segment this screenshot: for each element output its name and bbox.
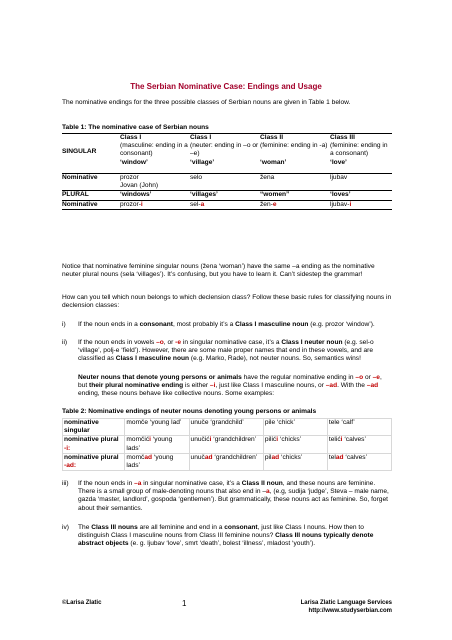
intro-paragraph: The nominative endings for the three possible classes of Serbian nouns are given in Table 1 below. — [62, 99, 351, 106]
t2-nom-pl-i-label: nominative plural -i: — [63, 436, 125, 453]
word-zena: žena — [260, 173, 275, 181]
gloss-window: ‘window’ — [120, 158, 148, 166]
gloss-women: “women” — [260, 191, 290, 199]
word-jovan: Jovan (John) — [120, 182, 159, 190]
class1n-head: Class I — [190, 134, 212, 141]
class1-sub: (masculine: ending in a consonant) — [120, 142, 188, 158]
t2-pilici: pilići ‘chicks’ — [263, 436, 327, 453]
neuter-young-paragraph: Neuter nouns that denote young persons or animals have the regular nominative ending in –o or –e, but their plural nominative ending is either –i, just like Class I masculine nouns, or –ad. With the –ad ending, these nouns behave like collective nouns. Some examples: — [78, 374, 382, 398]
t2-nom-pl-ad-label: nominative plural -ad: — [63, 453, 125, 470]
gloss-woman: ‘woman’ — [260, 158, 287, 166]
gloss-village: ‘village’ — [190, 158, 215, 166]
how-paragraph: How can you tell which noun belongs to which declension class? Follow these basic rules for classifying nouns in declension classes: — [62, 294, 392, 310]
nominative-table — [62, 133, 392, 210]
plural-label: PLURAL — [62, 191, 89, 199]
page-title: The Serbian Nominative Case: Endings and Usage — [130, 82, 322, 91]
t2-nom-sing-label: nominative singular — [63, 419, 125, 436]
class2-sub: (feminine: ending in -a) — [260, 142, 328, 150]
notice-paragraph: Notice that nominative feminine singular nouns (žena ‘woman’) have the same –a ending as the nominative neuter plural nouns (sela ‘villages’). It’s confusing, but you have to learn it. Can’t sidestep the grammar! — [62, 263, 375, 279]
gloss-loves: ‘loves’ — [330, 191, 351, 199]
footer-company: Larisa Zlatic Language Services http://www.studyserbian.com — [300, 600, 392, 614]
neuter-young-table — [62, 418, 392, 471]
word-prozori: prozor-i — [120, 200, 143, 208]
class1n-sub: (neuter: ending in –o or –e) — [190, 142, 259, 158]
word-zene: žen-e — [260, 200, 277, 208]
gloss-love: ‘love’ — [330, 158, 347, 166]
word-ljubavi: ljubav-i — [330, 200, 352, 208]
class1-head: Class I — [120, 134, 142, 141]
word-prozor: prozor — [120, 173, 139, 181]
t2-unucad: unučad ‘grandchildren’ — [189, 453, 263, 470]
t2-tele: tele ‘calf’ — [327, 419, 391, 436]
t2-telici: telići ‘calves’ — [327, 436, 391, 453]
footer-copyright: ©Larisa Zlatic — [62, 600, 102, 606]
nominative-label: Nominative — [62, 173, 98, 181]
t2-momcad: momčad ‘young lads’ — [125, 453, 189, 470]
word-ljubav: ljubav — [330, 173, 348, 181]
t2-momcici: momčići ‘young lads’ — [125, 436, 189, 453]
word-selo: selo — [190, 173, 203, 181]
document-page: The Serbian Nominative Case: Endings and Usage The nominative endings for the three possible classes of Serbian nouns are given in Table 1 below. Table 1: The nominative case of Serbian nouns SINGULAR Class I (masculine: ending in a consonant) Class I (neuter: ending in –o or –e) Class II (feminine: ending in -a) Class III (feminine: ending in a consonant) ‘window’ ‘village’ ‘woman’ ‘love’ Nominative prozor Jovan (John) selo žena ljubav PLURAL ‘windows’ ‘villages’ “women” ‘loves’ Nominative prozor-i sel-a žen-e ljubav-i Notice that nominative feminine singular nouns (žena ‘woman’) have the same –a ending as the nominative neuter plural nouns (sela ‘villages’). It’s confusing, but you have to learn it. Can’t sidestep the grammar! How can you tell which noun belongs to which declension class? Follow these basic rules for classifying nouns in declension classes: i) If the noun ends in a consonant, most probably it’s a Class I masculine noun (e.g. prozor ‘window’). ii) If the noun ends in vowels –o, or -e in singular nominative case, it’s a Class I neuter noun (e.g. sel-o ‘village’, polj-e ‘field’). However, there are some male proper names that end in these vowels, and are classified as Class I masculine noun (e.g. Marko, Rade), not neuter nouns. So, semantics wins! Neuter nouns that denote young persons or animals have the regular nominative ending in –o or –e, but their plural nominative ending is either –i, just like Class I masculine nouns, or –ad. With the –ad ending, these nouns behave like collective nouns. Some examples: Table 2: Nominative endings of neuter nouns denoting young persons or animals nominative singular momče ‘young lad’ unuče ‘grandchild’ pile ‘chick’ tele ‘calf’ nominative plural -i: momčići ‘young lads’ unučići ‘grandchildren’ pilići ‘chicks’ telići ‘calves’ nominative plural -ad: momčad ‘young lads’ unučad ‘grandchildren’ pilad ‘chicks’ telad ‘calves’ iii) If the noun ends in –a in singular nominative case, it’s a Class II noun, and these nouns are feminine. There is a small group of male-denoting nouns that also end in –a, (e.g, sudija ‘judge’, Steva – male name, gazda ‘master, landlord’, gospoda ‘gentlemen’). But grammatically, these nouns act as feminine. So, forget about their semantics. iv) The Class III nouns are all feminine and end in a consonant, just like Class I nouns. How then to distinguish Class I masculine nouns from Class III feminine nouns? Class III nouns typically denote abstract objects (e. g. ljubav ‘love’, smrt ‘death’, bolest ‘illness’, mladost ‘youth’). ©Larisa Zlatic 1 Larisa Zlatic Language Services http://www.studyserbian.com — [0, 0, 452, 640]
t2-pile: pile ‘chick’ — [263, 419, 327, 436]
nominative-plural-label: Nominative — [62, 200, 98, 208]
singular-label: SINGULAR — [62, 148, 97, 155]
t2-momce: momče ‘young lad’ — [125, 419, 189, 436]
word-sela: sel-a — [190, 200, 205, 208]
class3-head: Class III — [330, 134, 355, 141]
t2-pilad: pilad ‘chicks’ — [263, 453, 327, 470]
t2-telad: telad ‘calves’ — [327, 453, 391, 470]
t2-unuce: unuče ‘grandchild’ — [189, 419, 263, 436]
gloss-villages: ‘villages’ — [190, 191, 218, 199]
gloss-windows: ‘windows’ — [120, 191, 152, 199]
class2-head: Class II — [260, 134, 284, 141]
table1-caption: Table 1: The nominative case of Serbian nouns — [62, 124, 209, 131]
page-number: 1 — [182, 599, 187, 608]
table2-caption: Table 2: Nominative endings of neuter nouns denoting young persons or animals — [62, 408, 317, 415]
class3-sub: (feminine: ending in a consonant) — [330, 142, 388, 158]
t2-unucici: unučići ‘grandchildren’ — [189, 436, 263, 453]
